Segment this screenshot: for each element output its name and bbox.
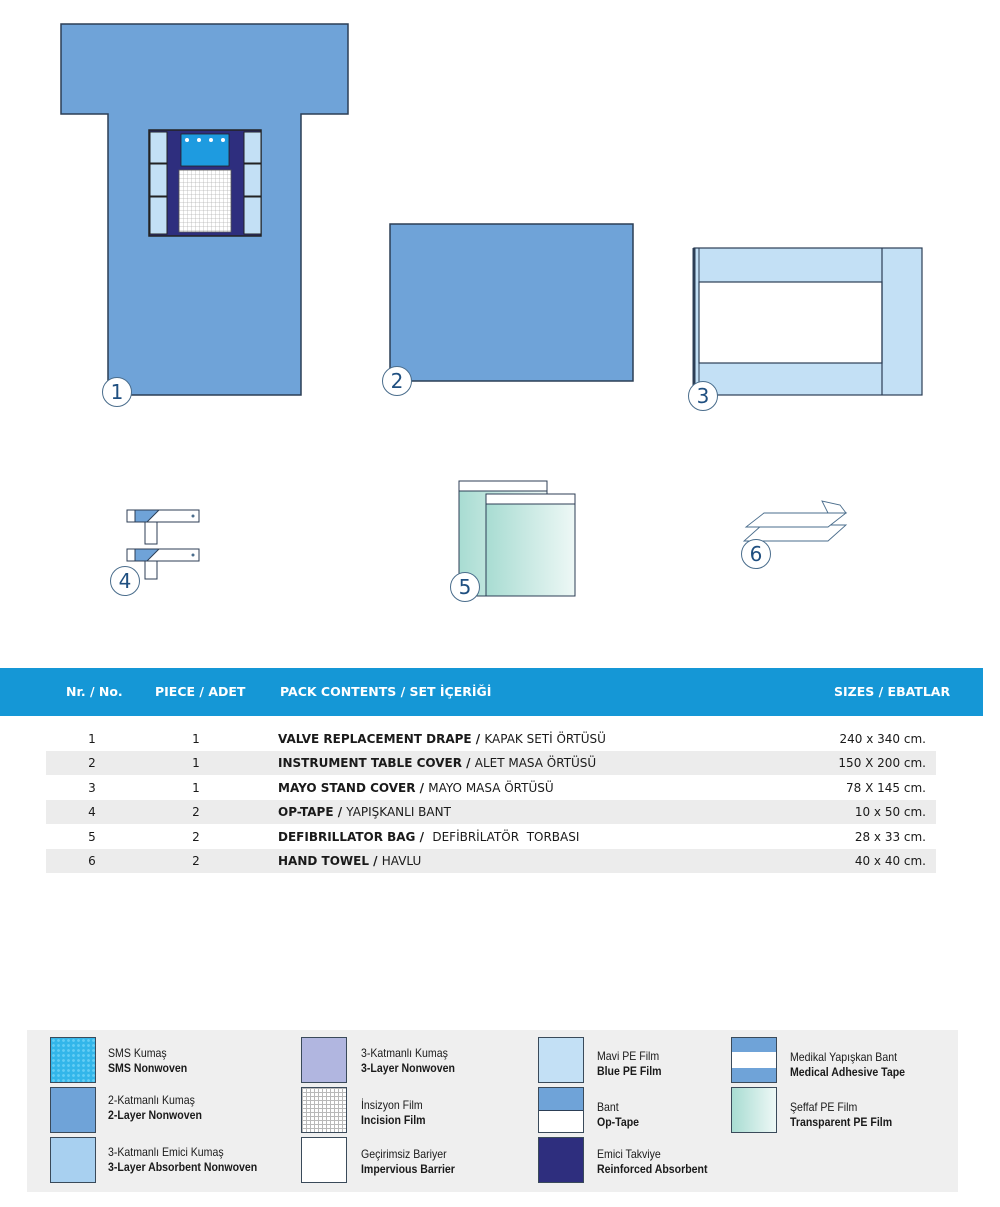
legend-label: Medikal Yapışkan Bant Medical Adhesive Tape <box>790 1050 906 1079</box>
column-header-contents: PACK CONTENTS / SET İÇERİĞİ <box>280 684 492 699</box>
table-row <box>46 849 936 873</box>
mayo-stand-cover-illustration <box>690 245 926 398</box>
row-piece: 1 <box>192 756 200 770</box>
table-row <box>46 776 936 800</box>
legend-label: İnsizyon Film Incision Film <box>361 1098 426 1127</box>
name-separator: / <box>461 756 475 770</box>
row-size: 40 x 40 cm. <box>854 854 926 868</box>
item-name-tr: HAVLU <box>381 854 422 868</box>
hand-towel-illustration <box>742 497 850 545</box>
row-size: 28 x 33 cm. <box>854 830 926 844</box>
callout-2: 2 <box>382 366 412 396</box>
incision-film-swatch <box>301 1087 347 1133</box>
row-size: 150 X 200 cm. <box>838 756 926 770</box>
column-header-sizes: SIZES / EBATLAR <box>834 684 951 699</box>
row-number: 5 <box>88 830 96 844</box>
row-number: 3 <box>88 781 96 795</box>
item-name-tr: MAYO MASA ÖRTÜSÜ <box>428 781 554 795</box>
material-legend <box>27 1030 958 1192</box>
legend-label: 3-Katmanlı Kumaş 3-Layer Nonwoven <box>361 1046 455 1075</box>
row-number: 6 <box>88 854 96 868</box>
item-name-tr: ALET MASA ÖRTÜSÜ <box>474 756 597 770</box>
row-size: 78 X 145 cm. <box>846 781 926 795</box>
legend-label: Geçirimsiz Bariyer Impervious Barrier <box>361 1147 455 1176</box>
callout-5: 5 <box>450 572 480 602</box>
table-row <box>46 800 936 824</box>
callout-4: 4 <box>110 566 140 596</box>
instrument-table-cover-illustration <box>388 222 636 384</box>
legend-label: 3-Katmanlı Emici Kumaş 3-Layer Absorbent Nonwoven <box>108 1145 258 1174</box>
item-name-en: VALVE REPLACEMENT DRAPE <box>278 732 472 746</box>
legend-label: Mavi PE Film Blue PE Film <box>597 1049 662 1078</box>
column-header-piece: PIECE / ADET <box>155 684 246 699</box>
medical-adhesive-tape-swatch <box>731 1037 777 1083</box>
table-row <box>46 825 936 849</box>
row-contents <box>278 727 606 751</box>
callout-3: 3 <box>688 381 718 411</box>
item-name-tr: YAPIŞKANLI BANT <box>346 805 451 819</box>
callout-6: 6 <box>741 539 771 569</box>
transparent-pe-film-swatch <box>731 1087 777 1133</box>
row-contents <box>278 849 421 873</box>
item-name-en: MAYO STAND COVER <box>278 781 416 795</box>
row-number: 4 <box>88 805 96 819</box>
column-header-no: Nr. / No. <box>66 684 123 699</box>
item-name-en: HAND TOWEL <box>278 854 369 868</box>
item-name-en: OP-TAPE <box>278 805 334 819</box>
sms-nonwoven-swatch <box>50 1037 96 1083</box>
row-number: 1 <box>88 732 96 746</box>
item-name-tr: DEFİBRİLATÖR TORBASI <box>432 830 580 844</box>
row-piece: 2 <box>192 854 200 868</box>
reinforced-absorbent-swatch <box>538 1137 584 1183</box>
row-number: 2 <box>88 756 96 770</box>
row-contents <box>278 800 451 824</box>
op-tape-swatch <box>538 1087 584 1133</box>
name-separator: / <box>333 805 347 819</box>
row-piece: 2 <box>192 830 200 844</box>
row-piece: 1 <box>192 732 200 746</box>
two-layer-swatch <box>50 1087 96 1133</box>
row-piece: 1 <box>192 781 200 795</box>
table-row <box>46 751 936 775</box>
callout-1: 1 <box>102 377 132 407</box>
three-layer-swatch <box>301 1037 347 1083</box>
impervious-barrier-swatch <box>301 1137 347 1183</box>
blue-pe-film-swatch <box>538 1037 584 1083</box>
three-layer-absorbent-swatch <box>50 1137 96 1183</box>
legend-label: 2-Katmanlı Kumaş 2-Layer Nonwoven <box>108 1093 202 1122</box>
table-row <box>46 727 936 751</box>
item-name-en: DEFIBRILLATOR BAG <box>278 830 416 844</box>
name-separator: / <box>368 854 382 868</box>
table-header <box>0 668 983 716</box>
valve-replacement-drape-illustration <box>55 18 355 403</box>
item-name-en: INSTRUMENT TABLE COVER <box>278 756 462 770</box>
name-separator: / <box>415 830 433 844</box>
legend-label: Bant Op-Tape <box>597 1100 640 1129</box>
row-contents <box>278 776 554 800</box>
legend-label: Şeffaf PE Film Transparent PE Film <box>790 1100 893 1129</box>
row-piece: 2 <box>192 805 200 819</box>
row-size: 240 x 340 cm. <box>839 732 926 746</box>
legend-label: Emici Takviye Reinforced Absorbent <box>597 1147 708 1176</box>
name-separator: / <box>415 781 429 795</box>
row-size: 10 x 50 cm. <box>854 805 926 819</box>
legend-label: SMS Kumaş SMS Nonwoven <box>108 1046 188 1075</box>
name-separator: / <box>471 732 485 746</box>
item-name-tr: KAPAK SETİ ÖRTÜSÜ <box>484 732 606 746</box>
row-contents <box>278 751 596 775</box>
row-contents <box>278 825 579 849</box>
